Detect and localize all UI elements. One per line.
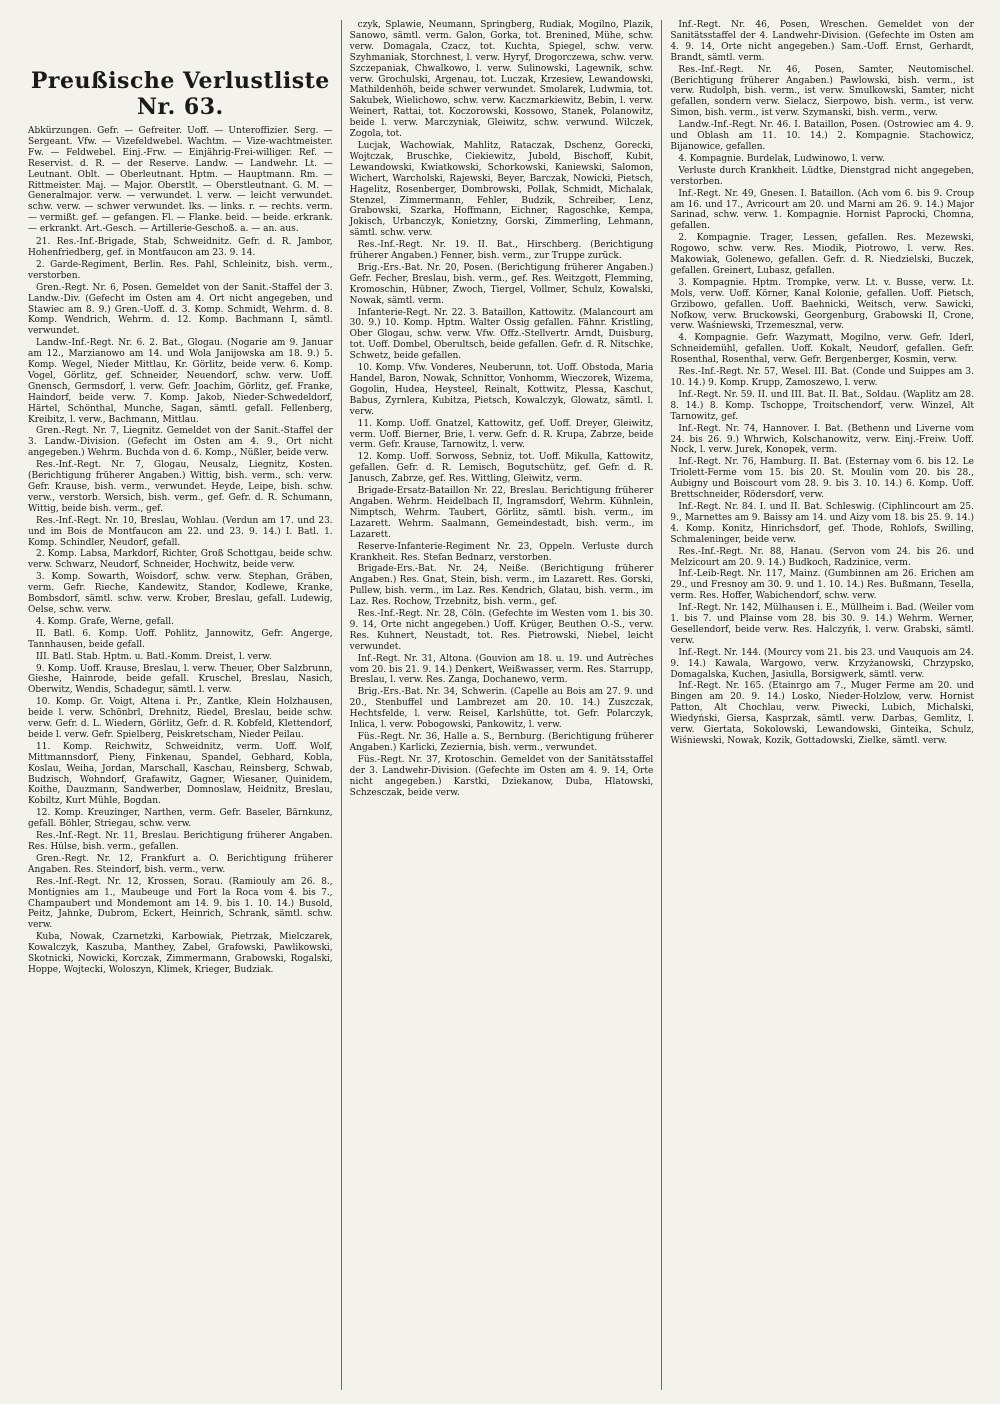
column-1 <box>20 20 341 1390</box>
column-3-paragraph: 4. Kompagnie. Gefr. Wazymatt, Mogilno, verw. Gefr. Iderl, Schneidemühl, gefallen. Uoff. Kokalt, Neudorf, gefallen. Gefr. Rosenthal, Rosenthal, verw. Gefr. Bergenberger, Kosmin, verw. <box>670 333 974 366</box>
column-2-paragraph: Brig.-Ers.-Bat. Nr. 34, Schwerin. (Capelle au Bois am 27. 9. und 20., Stenbuffel und Lambrezet am 20. 10. 14.) Zuszczak, Hechtsfelde, l. verw. Reisel, Karlshütte, tot. Gefr. Polarczyk, Inlica, l. verw. Pobogowski, Pankowitz, l. verw. <box>349 687 654 731</box>
column-1-paragraph: 12. Komp. Kreuzinger, Narthen, verm. Gefr. Baseler, Bärnkunz, gefall. Böhler, Striegau, schw. verw. <box>28 808 333 830</box>
column-3-paragraph: Res.-Inf.-Regt. Nr. 46, Posen, Samter, Neutomischel. (Berichtigung früherer Angaben.) Pawlowski, bish. verm., ist verw. Rudolph, bish. verm., ist verw. Smulkowski, Samter, nicht gefallen, sondern verw. Sielacz, Sierpowo, bish. verm., ist verw. Simon, bish. verm., ist verw. Szymanski, bish. verm., verw. <box>670 64 974 119</box>
column-3-paragraph: Inf.-Regt. Nr. 76, Hamburg. II. Bat. (Esternay vom 6. bis 12. Le Triolett-Ferme vom 15. bis 20. St. Moulin vom 20. bis 28., Aubigny und Boiscourt vom 28. 9. bis 3. 10. 14.) 6. Komp. Uoff. Brettschneider, Rödersdorf, verw. <box>670 457 974 501</box>
column-3-paragraph: Inf.-Regt. Nr. 46, Posen, Wreschen. Gemeldet von der Sanitätsstaffel der 4. Landwehr-Division. (Gefechte im Osten am 4. 9. 14, Orte nicht angegeben.) Sam.-Uoff. Ernst, Gerhardt, Brandt, sämtl. verm. <box>670 20 974 63</box>
column-1-paragraph: II. Batl. 6. Komp. Uoff. Pohlitz, Jannowitz, Gefr. Angerge, Tannhausen, beide gefall. <box>28 628 333 650</box>
column-2-paragraph: 10. Komp. Vfw. Vonderes, Neuberunn, tot. Uoff. Obstoda, Maria Handel, Baron, Nowak, Schnittor, Vonhomm, Wieczorek, Wizema, Gogolin, Hudea, Heysteel, Reinalt, Kottwitz, Plessa, Kaschut, Babus, Zyrnlera, Kubitza, Pietsch, Kowalczyk, Glowatz, sämtl. l. verw. <box>349 363 654 417</box>
column-3-paragraph: Inf.-Regt. Nr. 144. (Mourcy vom 21. bis 23. und Vauquois am 24. 9. 14.) Kawala, Wargowo, verw. Krzyżanowski, Chrzypsko, Domagalska, Kuchen, Jasiulla, Borsigwerk, sämtl. verw. <box>670 647 974 680</box>
column-3-paragraph: Inf.-Regt. Nr. 59. II. und III. Bat. II. Bat., Soldau. (Waplitz am 28. 8. 14.) 8. Komp. Tschoppe, Troitschendorf, verw. Winzel, Alt Tarnowitz, gef. <box>670 389 974 422</box>
column-2-paragraph: Brigade-Ersatz-Bataillon Nr. 22, Breslau. Berichtigung früherer Angaben. Wehrm. Heidelbach II, Ingramsdorf, Wehrm. Kühnlein, Nimptsch, Wehrm. Taubert, Görlitz, sämtl. bish. verm., im Lazarett. Wehrm. Saalmann, Gemeindestadt, bish. verm., im Lazarett. <box>349 486 654 540</box>
column-1-paragraph: Gren.-Regt. Nr. 6, Posen. Gemeldet von der Sanit.-Staffel der 3. Landw.-Div. (Gefecht im Osten am 4. Ort nicht angegeben, und Stawiec am 8. 9.) Gren.-Uoff. d. 3. Komp. Schmidt, Wehrm. d. 8. Komp. Wendrich, Wehrm. d. 12. Komp. Bachmann I, sämtl. verwundet. <box>28 282 333 337</box>
column-1-paragraph: 21. Res.-Inf.-Brigade, Stab, Schweidnitz. Gefr. d. R. Jambor, Hohenfriedberg, gef. in Montfaucon am 23. 9. 14. <box>28 237 333 258</box>
column-3-paragraph: 4. Kompagnie. Burdelak, Ludwinowo, l. verw. <box>678 153 886 164</box>
column-1-paragraph: Res.-Inf.-Regt. Nr. 7, Glogau, Neusalz, Liegnitz, Kosten. (Berichtigung früherer Angaben.) Wittig, bish. verm., sch. verw. Gefr. Krause, bish. verm., verwundet. Heyde, Leipe, bish. schw. verw., verstorb. Wersich, bish. verm., gef. Gefr. d. R. Schumann, Wittig, beide bish. verm., gef. <box>28 460 333 514</box>
column-1-paragraph: 4. Komp. Grafe, Werne, gefall. <box>36 616 174 627</box>
column-1-paragraph: Res.-Inf.-Regt. Nr. 12, Krossen, Sorau. (Ramiouly am 26. 8., Montignies am 1., Maubeuge und Fort la Roca vom 4. bis 7., Champaubert und Mondemont am 14. 9. bis 1. 10. 14.) Busold, Peitz, Jahnke, Dubrom, Eckert, Heinrich, Schrank, sämtl. schw. verw. <box>28 876 333 931</box>
column-1-paragraph: Landw.-Inf.-Regt. Nr. 6. 2. Bat., Glogau. (Nogarie am 9. Januar am 12., Marzianowo am 14. und Wola Janijowska am 18. 9.) 5. Komp. Wegel, Nieder Mittlau, Kr. Görlitz, beide verw. 6. Komp. Vogel, Görlitz, gef. Schneider, Neuendorf, schw. verw. Uoff. Gnensch, Germsdorf, l. verw. Gefr. Joachim, Görlitz, gef. Franke, Haindorf, beide verw. 7. Komp. Jakob, Nieder-Schwedeldorf, Härtel, Schönthal, Munche, Sagan, sämtl. gefall. Fellenberg, Kreibitz, l. verw., Bachmann, Mittlau. <box>28 338 333 425</box>
column-2-paragraph: 12. Komp. Uoff. Sorwoss, Sebniz, tot. Uoff. Mikulla, Kattowitz, gefallen. Gefr. d. R. Lemisch, Bogutschütz, gef. Gefr. d. R. Janusch, Zabrze, gef. Res. Wittling, Gleiwitz, verm. <box>349 452 654 485</box>
column-2-paragraph: 11. Komp. Uoff. Gnatzel, Kattowitz, gef. Uoff. Dreyer, Gleiwitz, verm. Uoff. Bierner, Brie, l. verw. Gefr. d. R. Krupa, Zabrze, beide verm. Gefr. Krause, Tarnowitz, l. verw. <box>349 418 654 451</box>
column-1-paragraph: Gren.-Regt. Nr. 7, Liegnitz. Gemeldet von der Sanit.-Staffel der 3. Landw.-Division. (Gefecht im Osten am 4. 9., Ort nicht angegeben.) Wehrm. Buchda von d. 6. Komp., Nüßler, beide verw. <box>28 426 333 459</box>
columns <box>20 20 982 1390</box>
column-2-paragraph: Füs.-Regt. Nr. 37, Krotoschin. Gemeldet von der Sanitätsstaffel der 3. Landwehr-Division. (Gefechte im Osten am 4. 9. 14, Orte nicht angegeben.) Karstki, Dziekanow, Duba, Hlatowski, Schzesczak, beide verw. <box>349 754 654 798</box>
column-3-paragraph: 3. Kompagnie. Hptm. Trompke, verw. Lt. v. Busse, verw. Lt. Mols, verw. Uoff. Körner, Kanal Kolonie, gefallen. Uoff. Pietsch, Grzibowo, gefallen. Uoff. Baehnicki, Weitsch, verw. Sawicki, Nofkow, verw. Bruckowski, Georgenburg, Grabowski II, Crone, verw. Waśniewski, Trzemesznal, verw. <box>670 277 974 332</box>
column-1-paragraph: 11. Komp. Reichwitz, Schweidnitz, verm. Uoff. Wolf, Mittmannsdorf, Pieny, Finkenau, Spandel, Gebhard, Kobla, Koslau, Weiha, Jordan, Marschall, Kaschau, Reinsberg, Schwab, Budzisch, Wohndorf, Grafawitz, Gagner, Wiesaner, Quinidem, Koithe, Dauzmann, Sandwerber, Domnoslaw, Heidnitz, Breslau, Kobiltz, Kurt Mühle, Bogdan. <box>28 741 333 807</box>
column-3-paragraph: Res.-Inf.-Regt. Nr. 88, Hanau. (Servon vom 24. bis 26. und Melzicourt am 20. 9. 14.) Budkoch, Radzinice, verm. <box>670 546 974 568</box>
column-2-paragraph: Brigade-Ers.-Bat. Nr. 24, Neiße. (Berichtigung früherer Angaben.) Res. Gnat, Stein, bish. verm., im Lazarett. Res. Gorski, Pullew, bish. verm., im Laz. Res. Kendrich, Glatau, bish. verm., im Laz. Res. Rochow, Trzebnitz, bish. verm., gef. <box>349 564 654 608</box>
column-2-paragraph: Infanterie-Regt. Nr. 22. 3. Bataillon, Kattowitz. (Malancourt am 30. 9.) 10. Komp. Hptm. Walter Ossig gefallen. Fähnr. Kristling, Ober Glogau, schw. verw. Vfw. Offz.-Stellvertr. Arndt, Duisburg, tot. Uoff. Dombel, Oberultsch, beide gefallen. Gefr. d. R. Nitschke, Schwetz, beide gefallen. <box>349 307 654 362</box>
column-3-paragraph: Inf.-Regt. Nr. 142, Mülhausen i. E., Müllheim i. Bad. (Weiler vom 1. bis 7. und Plainse vom 28. bis 30. 9. 14.) Wehrm. Werner, Gesellendorf, beide verw. Res. Halczyńk, l. verw. Grabski, sämtl. verw. <box>670 603 974 646</box>
column-3-paragraph: Inf.-Leib-Regt. Nr. 117, Mainz. (Gumbinnen am 26. Erichen am 29., und Fresnoy am 30. 9. und 1. 10. 14.) Res. Bußmann, Tesella, verm. Res. Hoffer, Wabichendorf, schw. verw. <box>670 569 974 602</box>
column-3-paragraph: Landw.-Inf.-Regt. Nr. 46. I. Bataillon, Posen. (Ostrowiec am 4. 9. und Oblash am 11. 10. 14.) 2. Kompagnie. Stachowicz, Bijanowice, gefallen. <box>670 120 974 152</box>
column-1-paragraph: 10. Komp. Gr. Voigt, Altena i. Pr., Zantke, Klein Holzhausen, beide l. verw. Schönbrl, Drehnitz, Riedel, Breslau, beide schw. verw. Gefr. d. L. Wiedern, Görlitz, Gefr. d. R. Kobfeld, Klettendorf, beide l. verw. Gefr. Spielberg, Peiskretscham, Nieder Peilau. <box>28 697 333 740</box>
column-3 <box>661 20 982 1390</box>
column-1-paragraph: III. Batl. Stab. Hptm. u. Batl.-Komm. Dreist, l. verw. <box>36 651 272 662</box>
column-1-paragraph: Gren.-Regt. Nr. 12, Frankfurt a. O. Berichtigung früherer Angaben. Res. Steindorf, bish. verm., verw. <box>28 853 333 875</box>
column-2-paragraph: Lucjak, Wachowiak, Mahlitz, Rataczak, Dschenz, Gorecki, Wojtczak, Bruschke, Ciekiewitz, Jubold, Bischoff, Kubit, Lewandowski, Kwiatkowski, Schorkowski, Kaniewski, Salomon, Wichert, Warcholski, Rajewski, Beyer, Barczak, Nowicki, Pietsch, Hagelitz, Rosenberger, Dombrowski, Pollak, Schmidt, Michalak, Stenzel, Zimmermann, Fehler, Budzik, Schreiber, Lenz, Grabowski, Szarka, Hoffmann, Eichner, Ragoschke, Kempa, Jokisch, Urbanczyk, Konietzny, Gorski, Zimmerling, Lehmann, sämtl. schw. verw. <box>349 140 654 239</box>
column-1-paragraph: 2. Komp. Labsa, Markdorf, Richter, Groß Schottgau, beide schw. verw. Schwarz, Neudorf, Schneider, Hochwitz, beide verw. <box>28 549 333 571</box>
column-3-paragraph: 2. Kompagnie. Trager, Lessen, gefallen. Res. Mezewski, Rogowo, schw. verw. Res. Miodik, Piotrowo, l. verw. Res. Makowiak, Golenewo, gefallen. Gefr. d. R. Niedzielski, Buczek, gefallen. Greinert, Lubasz, gefallen. <box>670 233 974 276</box>
column-3-paragraph: Inf.-Regt. Nr. 74, Hannover. I. Bat. (Bethenn und Liverne vom 24. bis 26. 9.) Whrwich, Kolschanowitz, verw. Einj.-Freiw. Uoff. Nock, l. verw. Jurek, Konopek, verm. <box>670 423 974 456</box>
column-2-paragraph: Inf.-Regt. Nr. 31, Altona. (Gouvion am 18. u. 19. und Autrèches vom 20. bis 21. 9. 14.) Denkert, Weißwasser, verm. Res. Starrupp, Breslau, l. verw. Res. Zanga, Dochanewo, verm. <box>349 653 654 686</box>
column-1-paragraph: Res.-Inf.-Regt. Nr. 11, Breslau. Berichtigung früherer Angaben. Res. Hülse, bish. verm., gefallen. <box>28 831 333 852</box>
column-2-paragraph: czyk, Splawie, Neumann, Springberg, Rudiak, Mogilno, Plazik, Sanowo, sämtl. verm. Galon, Gorka, tot. Brenined, Mühe, schw. verw. Domagala, Czacz, tot. Kuchta, Spiegel, schw. verw. Szyhmaniak, Storchnest, l. verw. Hyryf, Drogorczewa, schw. verw. Szczepaniak, Chwalkowo, l. verw. Sulinowski, Lagewnik, schw. verw. Grochulski, Argenau, tot. Luczak, Krzesiew, Lewandowski, Mathildenhöh, beide schwer verwundet. Smolarek, Ludwmia, tot. Sakubek, Wielichowo, schw. verw. Kaczmarkiewitz, Bebin, l. verw. Weinert, Rattai, tot. Koczorowski, Kossowo, Stanek, Polanowitz, beide l. verw. Marczyniak, Gleiwitz, schw. verwund. Wilczek, Zogola, tot. <box>349 20 654 140</box>
column-1-paragraph: Res.-Inf.-Regt. Nr. 10, Breslau, Wohlau. (Verdun am 17. und 23. und im Bois de Montfaucon am 22. und 23. 9. 14.) I. Batl. 1. Komp. Schindler, Neudorf, gefall. <box>28 515 333 548</box>
column-3-paragraph: Inf.-Regt. Nr. 84. I. und II. Bat. Schleswig. (Ciphlincourt am 25. 9., Marnettes am 9. Baissy am 14. und Aizy vom 18. bis 25. 9. 14.) 4. Komp. Konitz, Hinrichsdorf, gef. Thode, Rohlofs, Swilling, Schmaleninger, beide verw. <box>670 501 974 545</box>
page-title: Preußische Verlustliste Nr. 63. <box>30 68 330 120</box>
column-1-paragraph: 2. Garde-Regiment, Berlin. Res. Pahl, Schleinitz, bish. verm., verstorben. <box>28 259 333 281</box>
column-1-paragraph: Abkürzungen. Gefr. — Gefreiter. Uoff. — Unteroffizier. Serg. — Sergeant. Vfw. — Vizefeldwebel. Wachtm. — Vize-wachtmeister. Fw. — Feldwebel. Einj.-Frw. — Einjährig-Frei-williger. Ref. — Reservist. d. R. — der Reserve. Landw. — Landwehr. Lt. — Leutnant. Oblt. — Oberleutnant. Hptm. — Hauptmann. Rm. — Rittmeister. Maj. — Major. Oberstlt. — Oberstleutnant. G. M. — Generalmajor. verw. — verwundet. l. verw. — leicht verwundet. schw. verw. — schwer verwundet. lks. — links. r. — rechts. verm. — vermißt. gef. — gefangen. Fl. — Flanke. beid. — beide. erkrank. — erkrankt. Art.-Gesch. — Artillerie-Geschoß. a. — an. aus. <box>28 126 333 235</box>
column-2-paragraph: Reserve-Infanterie-Regiment Nr. 23, Oppeln. Verluste durch Krankheit. Res. Stefan Bednarz, verstorben. <box>349 541 654 563</box>
column-2-paragraph: Brig.-Ers.-Bat. Nr. 20, Posen. (Berichtigung früherer Angaben.) Gefr. Fecher, Breslau, bish. verm., gef. Res. Weitzgott, Flemming, Kromoschin, Hübner, Zwoch, Tiergel, Vollmer, Schulz, Kowalski, Nowak, sämtl. verm. <box>349 262 654 306</box>
column-2-paragraph: Füs.-Regt. Nr. 36, Halle a. S., Bernburg. (Berichtigung früherer Angaben.) Karlicki, Zeziernia, bish. verm., verwundet. <box>349 732 654 753</box>
column-3-paragraph: Verluste durch Krankheit. Lüdtke, Dienstgrad nicht angegeben, verstorben. <box>670 165 974 187</box>
column-3-paragraph: Inf.-Regt. Nr. 49, Gnesen. I. Bataillon. (Ach vom 6. bis 9. Croup am 16. und 17., Avricourt am 20. und Marni am 26. 9. 14.) Major Sarinad, schw. verw. 1. Kompagnie. Hornist Paprocki, Chomna, gefallen. <box>670 188 974 232</box>
column-1-paragraph: Kuba, Nowak, Czarnetzki, Karbowiak, Pietrzak, Mielczarek, Kowalczyk, Kaszuba, Manthey, Zabel, Grafowski, Pawlikowski, Skotnicki, Nowicki, Korczak, Zimmermann, Grabowski, Rogalski, Hoppe, Wojtecki, Woloszyn, Klimek, Krieger, Budziak. <box>28 932 333 975</box>
column-1-paragraph: 9. Komp. Uoff. Krause, Breslau, l. verw. Theuer, Ober Salzbrunn, Gieshe, Hainrode, beide gefall. Kruschel, Breslau, Nasich, Oberwitz, Wendis, Schadegur, sämtl. l. verw. <box>28 663 333 696</box>
column-3-paragraph: Inf.-Regt. Nr. 165. (Etainrgo am 7., Muger Ferme am 20. und Bingen am 20. 9. 14.) Losko, Nieder-Holzlow, verw. Hornist Patton, Alt Chochlau, verw. Piwecki, Lubich, Michalski, Wiedyński, Giersa, Kasprzak, sämtl. verw. Darbas, Gemlitz, l. verw. Giertata, Sokolowski, Lewandowski, Ginteika, Schulz, Wiśniewski, Nowak, Kozik, Gottadowski, Zielke, sämtl. verw. <box>670 681 974 746</box>
column-3-paragraph: Res.-Inf.-Regt. Nr. 57, Wesel. III. Bat. (Conde und Suippes am 3. 10. 14.) 9. Komp. Krupp, Zamoszewo, l. verw. <box>670 367 974 388</box>
column-2 <box>341 20 662 1390</box>
column-2-paragraph: Res.-Inf.-Regt. Nr. 19. II. Bat., Hirschberg. (Berichtigung früherer Angaben.) Fenner, bish. verm., zur Truppe zurück. <box>349 240 654 262</box>
column-1-paragraph: 3. Komp. Sowarth, Woisdorf, schw. verw. Stephan, Gräben, verm. Gefr. Rieche, Kandewitz, Standor, Kodlewe, Kranke, Bombsdorf, sämtl. schw. verw. Krober, Breslau, gefall. Ludewig, Oelse, schw. verw. <box>28 572 333 615</box>
column-2-paragraph: Res.-Inf.-Regt. Nr. 28, Cöln. (Gefechte im Westen vom 1. bis 30. 9. 14, Orte nicht angegeben.) Uoff. Krüger, Beuthen O.-S., verw. Res. Kuhnert, Neustadt, tot. Res. Pietrowski, Niebel, leicht verwundet. <box>349 609 654 652</box>
